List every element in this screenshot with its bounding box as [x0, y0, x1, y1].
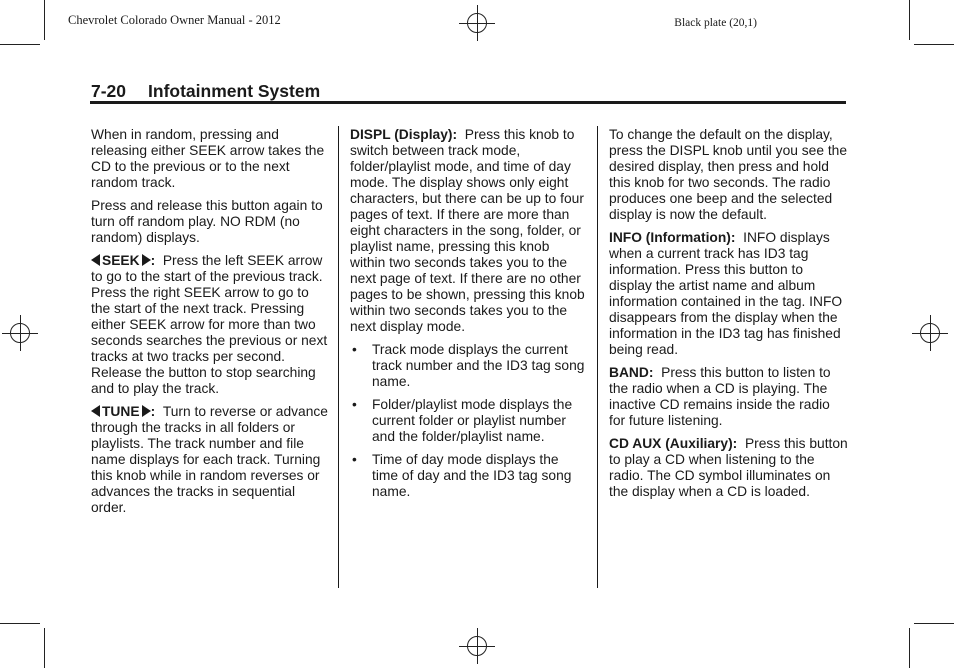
seek-paragraph [91, 253, 331, 397]
plate-label: Black plate (20,1) [674, 17, 757, 29]
bullet-icon: • [352, 397, 357, 412]
band-paragraph [609, 365, 849, 429]
registration-mark-top [459, 5, 495, 41]
column-3 [609, 127, 849, 507]
cdaux-label: CD AUX (Auxiliary): [609, 436, 738, 451]
seek-label: SEEK [102, 253, 140, 268]
section-title: Infotainment System [148, 81, 321, 101]
registration-mark-bottom [459, 628, 495, 664]
crop-mark [914, 44, 954, 45]
column-2 [350, 127, 588, 507]
seek-colon: : [150, 253, 156, 268]
column-divider [597, 126, 598, 588]
column-1 [91, 127, 331, 523]
list-item: • Folder/playlist mode displays the current folder or playlist number and the folder/playlist name. [352, 397, 573, 444]
seek-left-arrow-icon [91, 254, 100, 266]
heading-rule [90, 101, 846, 104]
registration-mark-left [2, 315, 38, 351]
crop-mark [909, 628, 910, 668]
crop-mark [909, 0, 910, 40]
section-heading [91, 81, 320, 102]
display-mode-list [350, 342, 588, 500]
default-display-paragraph: To change the default on the display, press the DISPL knob until you see the desired display, then press and hold this knob for two seconds. The radio produces one beep and the selected display is now the default. [609, 127, 848, 222]
bullet-icon: • [352, 452, 357, 467]
manual-title: Chevrolet Colorado Owner Manual - 2012 [68, 13, 281, 27]
tune-right-arrow-icon [142, 405, 151, 417]
displ-paragraph [350, 127, 588, 335]
bullet-icon: • [352, 342, 357, 357]
band-text: Press this button to listen to the radio when a CD is playing. The inactive CD remains inside the radio for future listening. [609, 365, 831, 428]
tune-left-arrow-icon [91, 405, 100, 417]
band-label: BAND: [609, 365, 654, 380]
crop-mark [914, 623, 954, 624]
tune-text: Turn to reverse or advance through the tracks in all folders or playlists. The track number and file name displays for each track. Turning this knob while in random reverses or advances the tracks in sequential order. [91, 404, 328, 515]
tune-paragraph [91, 404, 331, 516]
info-label: INFO (Information): [609, 230, 736, 245]
random-off-paragraph: Press and release this button again to turn off random play. NO RDM (no random) displays. [91, 198, 323, 245]
random-paragraph: When in random, pressing and releasing either SEEK arrow takes the CD to the previous or to the next random track. [91, 127, 325, 190]
info-paragraph [609, 230, 849, 358]
displ-label: DISPL (Display): [350, 127, 458, 142]
seek-right-arrow-icon [142, 254, 151, 266]
seek-text: Press the left SEEK arrow to go to the start of the previous track. Press the right SEEK arrow to go to the start of the next track. Pressing either SEEK arrow for more than two seconds searches the previous or next tracks at two tracks per second. Release the button to stop searching and to play the track. [91, 253, 328, 396]
cdaux-text: Press this button to play a CD when listening to the radio. The CD symbol illuminates on the display when a CD is loaded. [609, 436, 848, 499]
crop-mark [0, 623, 40, 624]
cdaux-paragraph [609, 436, 849, 500]
column-divider [338, 126, 339, 588]
crop-mark [44, 628, 45, 668]
crop-mark [44, 0, 45, 40]
registration-mark-right [912, 315, 948, 351]
list-item: • Track mode displays the current track number and the ID3 tag song name. [352, 342, 585, 389]
tune-colon: : [150, 404, 156, 419]
page-number: 7-20 [91, 81, 127, 101]
list-item: • Time of day mode displays the time of day and the ID3 tag song name. [352, 452, 572, 499]
crop-mark [0, 44, 40, 45]
tune-label: TUNE [102, 404, 140, 419]
displ-text: Press this knob to switch between track mode, folder/playlist mode, and time of day mode. The display shows only eight characters, but there can be up to four pages of text. If there are more than eight characters in the song, folder, or playlist name, pressing this knob within two seconds takes you to the next page of text. If there are no other pages to be shown, pressing this knob within two seconds takes you to the next display mode. [350, 127, 585, 334]
info-text: INFO displays when a current track has ID3 tag information. Press this button to display the artist name and album information contained in the tag. INFO disappears from the display when the information in the ID3 tag has finished being read. [609, 230, 843, 357]
